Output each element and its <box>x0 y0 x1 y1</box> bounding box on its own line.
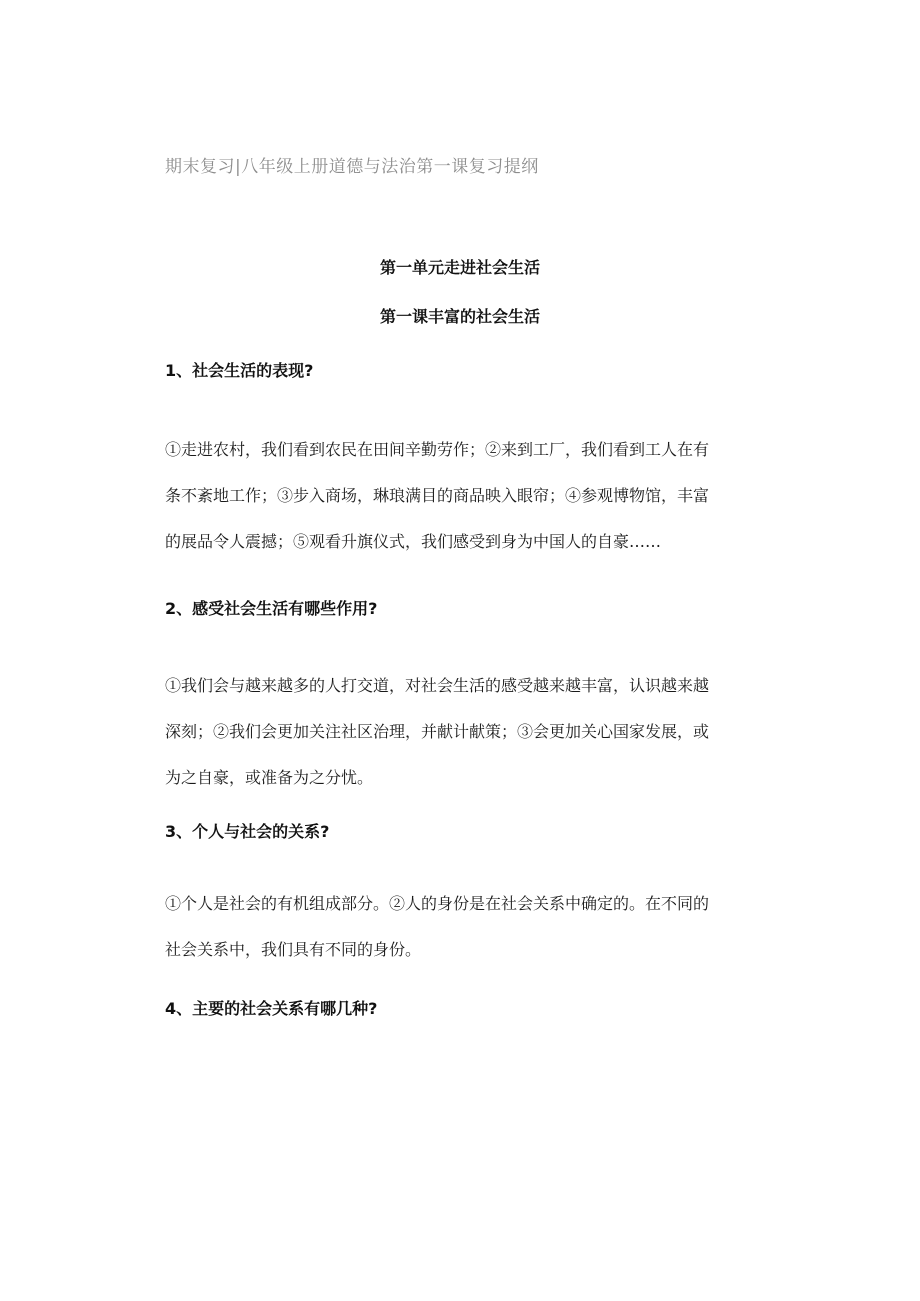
question-4: 4、主要的社会关系有哪几种? <box>165 999 378 1018</box>
answer-line: 条不紊地工作；③步入商场，琳琅满目的商品映入眼帘；④参观博物馆，丰富 <box>165 486 710 505</box>
answer-line: 社会关系中，我们具有不同的身份。 <box>165 940 422 959</box>
answer-line: ①走进农村，我们看到农民在田间辛勤劳作；②来到工厂，我们看到工人在有 <box>165 440 710 459</box>
answer-1 <box>165 427 745 565</box>
answer-line: 的展品令人震撼；⑤观看升旗仪式，我们感受到身为中国人的自豪…… <box>165 532 662 551</box>
answer-2 <box>165 663 745 801</box>
answer-line: ①个人是社会的有机组成部分。②人的身份是在社会关系中确定的。在不同的 <box>165 894 710 913</box>
answer-line: 为之自豪，或准备为之分忧。 <box>165 768 374 787</box>
answer-line: ①我们会与越来越多的人打交道，对社会生活的感受越来越丰富，认识越来越 <box>165 676 710 695</box>
question-2: 2、感受社会生活有哪些作用? <box>165 599 378 618</box>
unit-title: 第一单元走进社会生活 <box>379 258 540 277</box>
document-title: 期末复习|八年级上册道德与法治第一课复习提纲 <box>165 157 539 177</box>
answer-3 <box>165 881 745 973</box>
question-3: 3、个人与社会的关系? <box>165 822 330 841</box>
answer-line: 深刻；②我们会更加关注社区治理，并献计献策；③会更加关心国家发展，或 <box>165 722 710 741</box>
question-1: 1、社会生活的表现? <box>165 361 314 380</box>
lesson-title: 第一课丰富的社会生活 <box>379 307 540 326</box>
